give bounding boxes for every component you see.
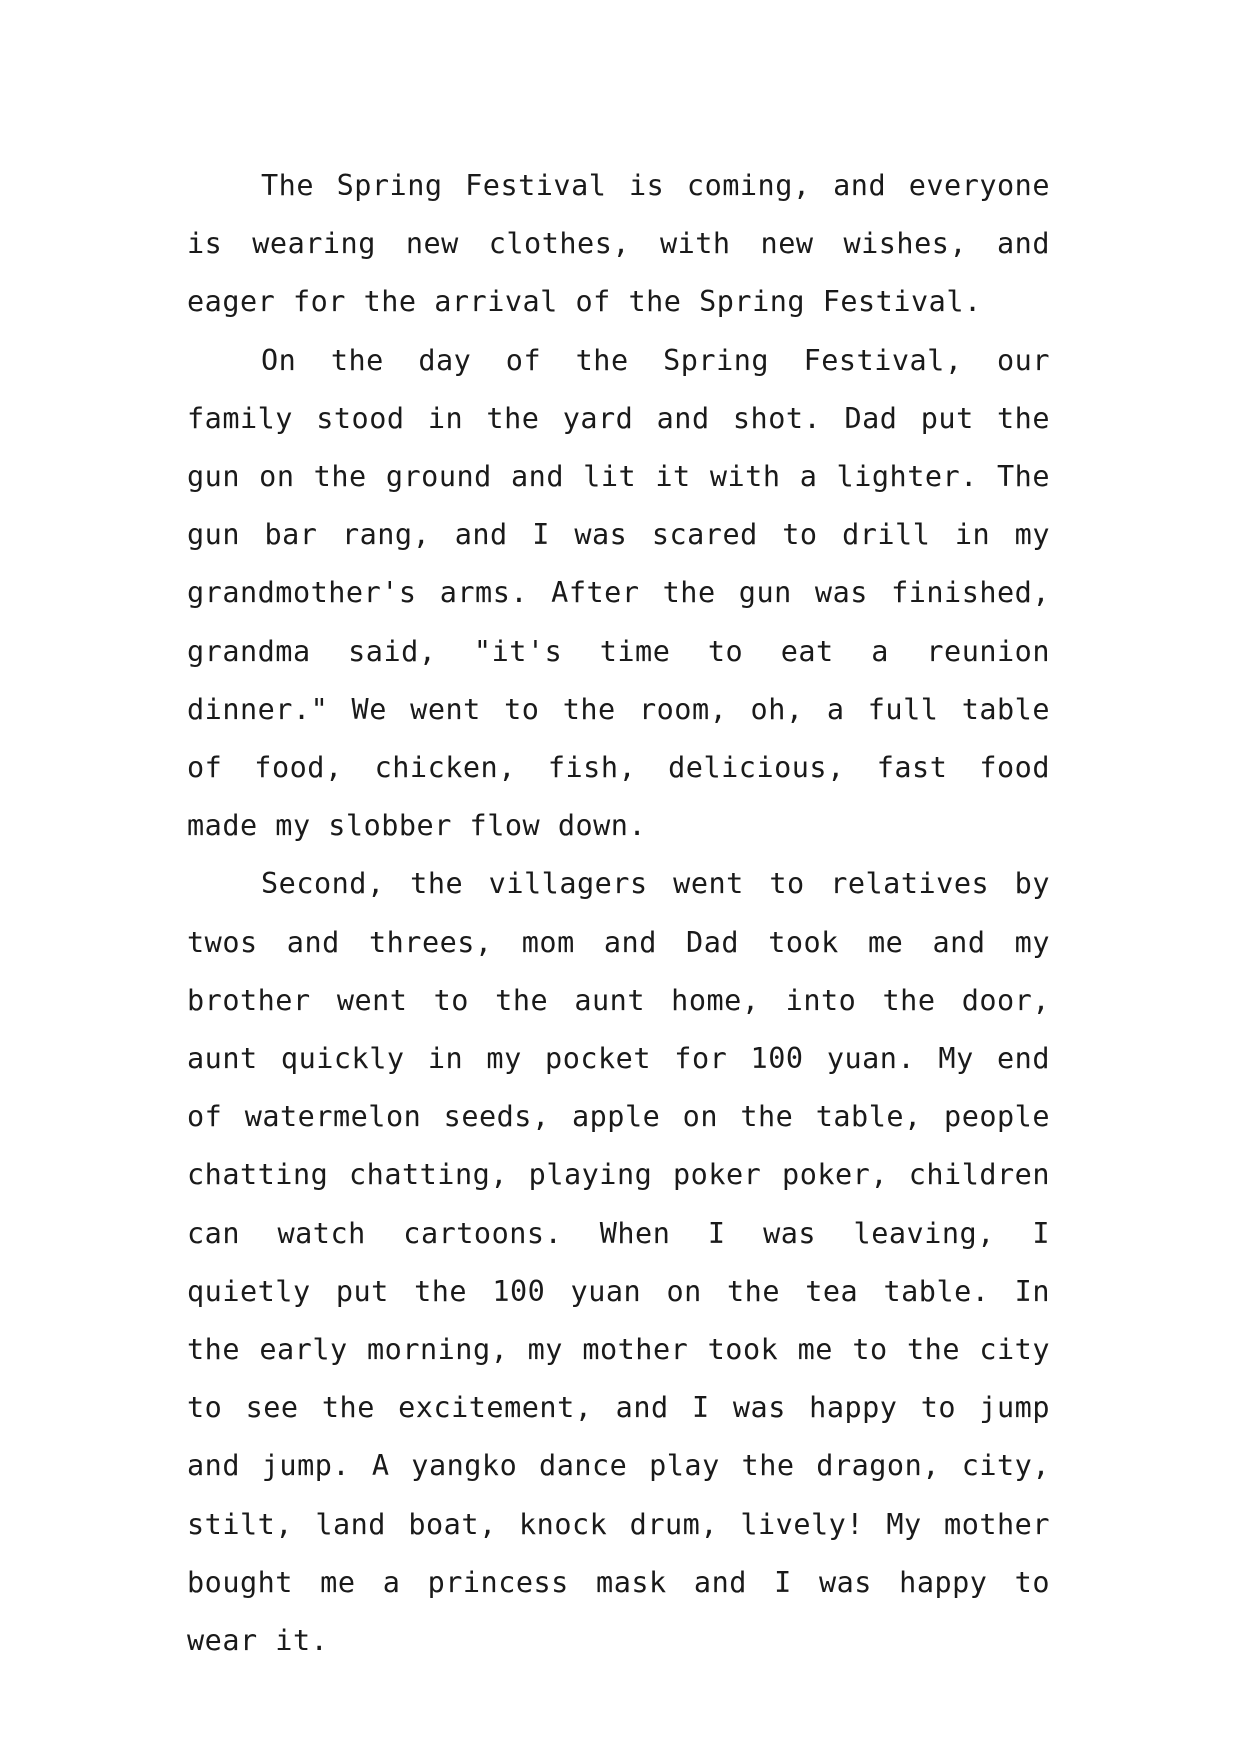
paragraph-1: The Spring Festival is coming, and everyone is wearing new clothes, with new wishes, and eager for the arrival of the Spring Festival. — [187, 169, 1050, 319]
paragraph-2: On the day of the Spring Festival, our family stood in the yard and shot. Dad put the gun on the ground and lit it with a lighter. The gun bar rang, and I was scared to drill in my grandmother's arms. After the gun was finished, grandma said, "it's time to eat a reunion dinner." We went to the room, oh, a full table of food, chicken, fish, delicious, fast food made my slobber flow down. — [187, 343, 1050, 843]
paragraph-3: Second, the villagers went to relatives by twos and threes, mom and Dad took me and my brother went to the aunt home, into the door, aunt quickly in my pocket for 100 yuan. My end of watermelon seeds, apple on the table, people chatting chatting, playing poker poker, children can watch cartoons. When I was leaving, I quietly put the 100 yuan on the tea table. In the early morning, my mother took me to the city to see the excitement, and I was happy to jump and jump. A yangko dance play the dragon, city, stilt, land boat, knock drum, lively! My mother bought me a princess mask and I was happy to wear it. — [187, 867, 1050, 1658]
body-text — [187, 157, 1050, 1670]
